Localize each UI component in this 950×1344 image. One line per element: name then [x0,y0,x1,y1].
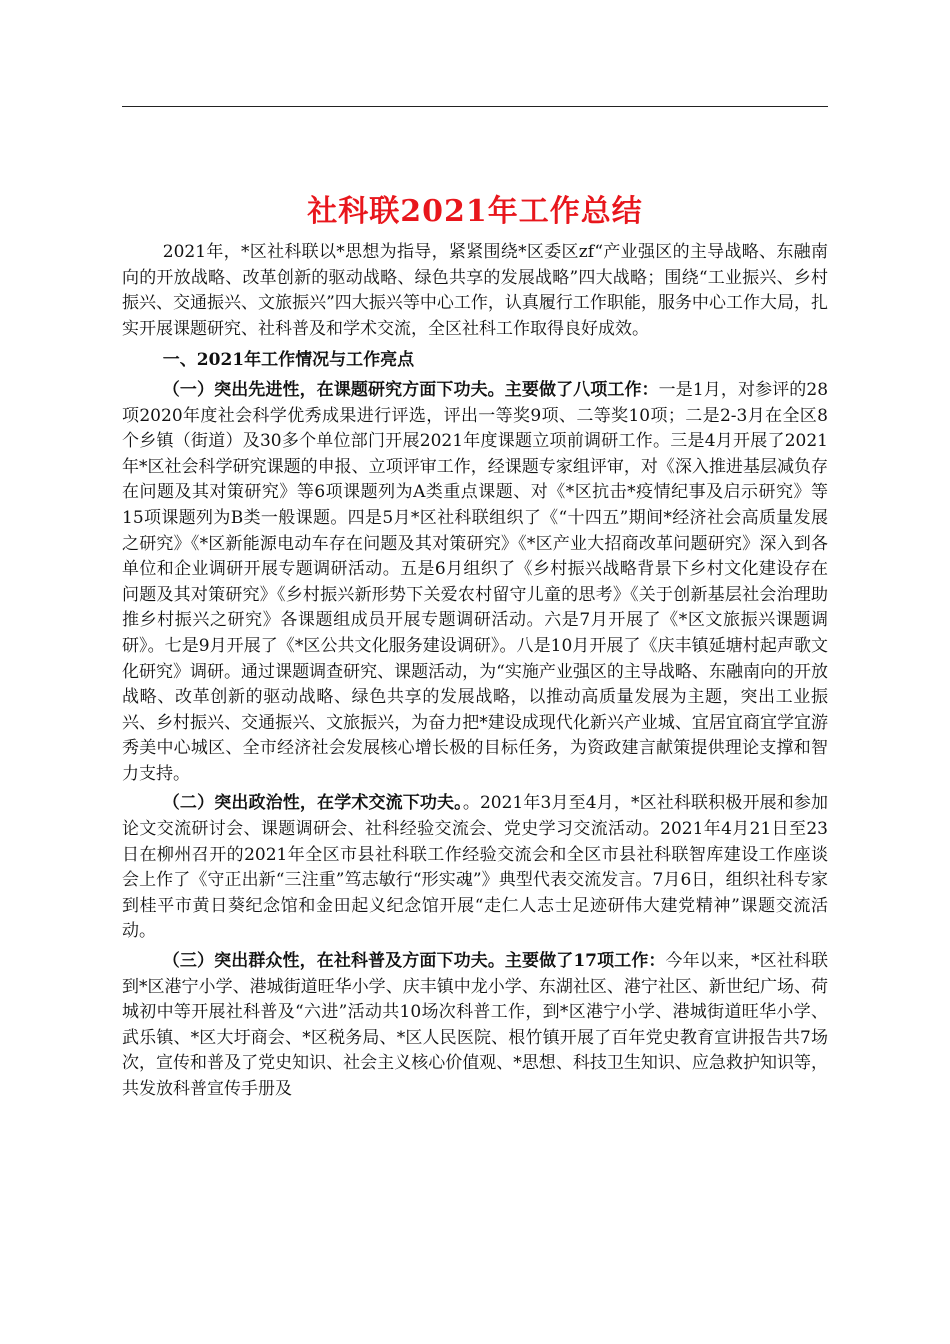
subsection-3-heading: （三）突出群众性，在社科普及方面下功夫。主要做了17项工作： [162,951,666,972]
subsection-2-paragraph [122,791,828,945]
subsection-3-paragraph [122,949,828,1103]
document-body [122,240,828,1103]
header-rule [122,106,828,107]
intro-paragraph: 2021年，*区社科联以*思想为指导，紧紧围绕*区委区zf“产业强区的主导战略、东融南向的开放战略、改革创新的驱动战略、绿色共享的发展战略”四大战略；围绕“工业振兴、乡村振兴、交通振兴、文旅振兴”四大振兴等中心工作，认真履行工作职能，服务中心工作大局，扎实开展课题研究、社科普及和学术交流，全区社科工作取得良好成效。 [122,242,828,339]
subsection-1-paragraph [122,378,828,788]
subsection-1-heading: （一）突出先进性，在课题研究方面下功夫。主要做了八项工作： [162,379,659,400]
subsection-2-heading: （二）突出政治性，在学术交流下功夫。 [162,793,463,814]
subsection-3-body: 今年以来，*区社科联到*区港宁小学、港城街道旺华小学、庆丰镇中龙小学、东湖社区、港宁社区、新世纪广场、荷城初中等开展社科普及“六进”活动共10场次科普工作，到*区港宁小学、港城街道旺华小学、武乐镇、*区大圩商会、*区税务局、*区人民医院、根竹镇开展了百年党史教育宣讲报告共7场次，宣传和普及了党史知识、社会主义核心价值观、*思想、科技卫生知识、应急救护知识等，共发放科普宣传手册及 [122,951,829,1099]
subsection-1-body: 一是1月，对参评的28项2020年度社会科学优秀成果进行评选，评出一等奖9项、二等奖10项；二是2-3月在全区8个乡镇（街道）及30多个单位部门开展2021年度课题立项前调研工作。三是4月开展了2021年*区社会科学研究课题的申报、立项评审工作，经课题专家组评审，对《深入推进基层减负存在问题及其对策研究》等6项课题列为A类重点课题、对《*区抗击*疫情纪事及启示研究》等15项课题列为B类一般课题。四是5月*区社科联组织了《“十四五”期间*经济社会高质量发展之研究》《*区新能源电动车存在问题及其对策研究》《*区产业大招商改革问题研究》深入到各单位和企业调研开展专题调研活动。五是6月组织了《乡村振兴战略背景下乡村文化建设存在问题及其对策研究》《乡村振兴新形势下关爱农村留守儿童的思考》《关于创新基层社会治理助推乡村振兴之研究》各课题组成员开展专题调研活动。六是7月开展了《*区文旅振兴课题调研》。七是9月开展了《*区公共文化服务建设调研》。八是10月开展了《庆丰镇延塘村起声歌文化研究》调研。通过课题调查研究、课题活动，为“实施产业强区的主导战略、东融南向的开放战略、改革创新的驱动战略、绿色共享的发展战略，以推动高质量发展为主题，突出工业振兴、乡村振兴、交通振兴、文旅振兴，为奋力把*建设成现代化新兴产业城、宜居宜商宜学宜游秀美中心城区、全市经济社会发展核心增长极的目标任务，为资政建言献策提供理论支撑和智力支持。 [122,379,829,784]
section-heading [122,348,828,374]
section-heading-text: 一、2021年工作情况与工作亮点 [162,350,415,371]
document-title: 社科联2021年工作总结 [307,194,643,229]
subsection-2-body: 。2021年3月至4月，*区社科联积极开展和参加论文交流研讨会、课题调研会、社科经验交流会、党史学习交流活动。2021年4月21日至23日在柳州召开的2021年全区市县社科联工作经验交流会和全区市县社科联智库建设工作座谈会上作了《守正出新“三注重”笃志敏行“形实魂”》典型代表交流发言。7月6日，组织社科专家到桂平市黄日葵纪念馆和金田起义纪念馆开展“走仁人志士足迹研伟大建党精神”课题交流活动。 [122,793,828,942]
